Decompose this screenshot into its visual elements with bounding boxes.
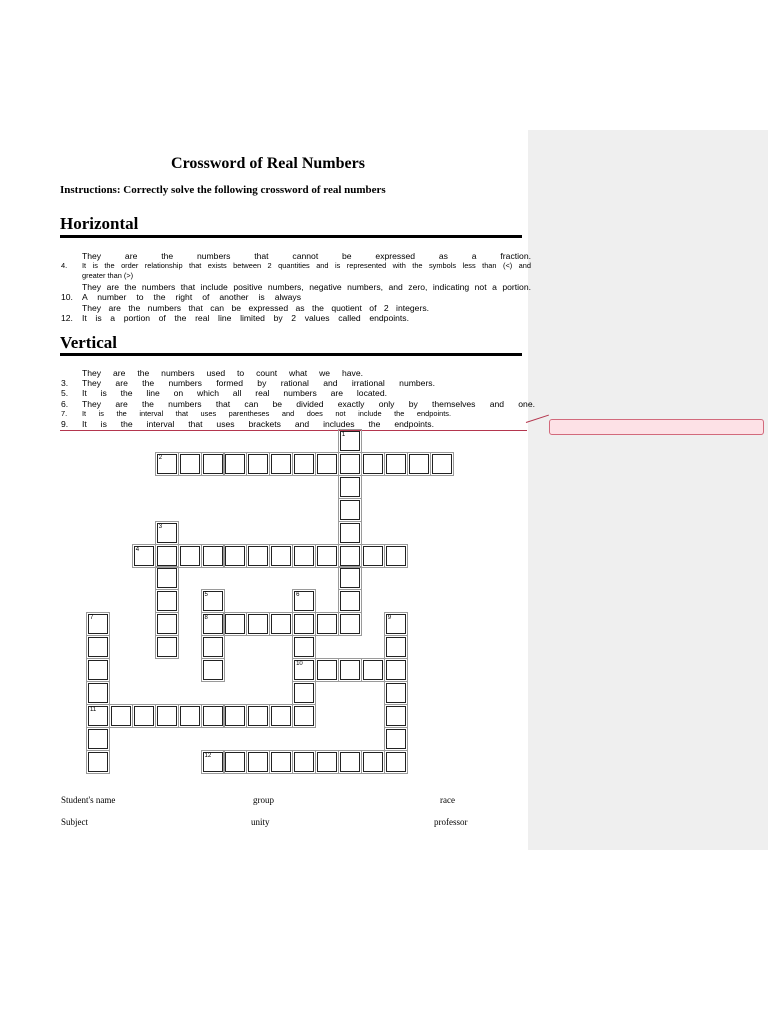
crossword-cell[interactable]	[248, 454, 268, 474]
crossword-cell[interactable]	[88, 706, 108, 726]
crossword-cell[interactable]	[294, 683, 314, 703]
comment-anchor-line	[60, 430, 527, 431]
crossword-cell[interactable]	[248, 706, 268, 726]
cell-number: 9	[387, 615, 392, 622]
horizontal-clue: 12. It is a portion of the real line limited by 2 values called endpoints.	[61, 313, 409, 323]
crossword-cell[interactable]	[203, 752, 223, 772]
crossword-cell[interactable]	[225, 706, 245, 726]
crossword-cell[interactable]	[294, 637, 314, 657]
crossword-cell[interactable]	[248, 752, 268, 772]
crossword-cell[interactable]	[340, 752, 360, 772]
crossword-cell[interactable]	[248, 614, 268, 634]
crossword-cell[interactable]	[386, 729, 406, 749]
crossword-cell[interactable]	[180, 706, 200, 726]
crossword-cell[interactable]	[317, 454, 337, 474]
horizontal-clue: 4. It is the order relationship that exists between 2 quantities and is represented with the symbols less than (<) and greater than (>)	[61, 261, 531, 280]
crossword-cell[interactable]	[340, 591, 360, 611]
comment-pane	[528, 130, 768, 850]
crossword-cell[interactable]	[157, 614, 177, 634]
crossword-cell[interactable]	[363, 546, 383, 566]
crossword-cell[interactable]	[203, 637, 223, 657]
crossword-cell[interactable]	[363, 752, 383, 772]
crossword-cell[interactable]	[340, 477, 360, 497]
crossword-cell[interactable]	[134, 706, 154, 726]
crossword-cell[interactable]	[203, 660, 223, 680]
crossword-cell[interactable]	[271, 706, 291, 726]
crossword-cell[interactable]	[363, 660, 383, 680]
cell-number: 10	[296, 661, 303, 667]
crossword-cell[interactable]	[180, 546, 200, 566]
crossword-cell[interactable]	[225, 454, 245, 474]
crossword-cell[interactable]	[134, 546, 154, 566]
crossword-cell[interactable]	[271, 454, 291, 474]
crossword-cell[interactable]	[157, 706, 177, 726]
crossword-cell[interactable]	[157, 523, 177, 543]
crossword-cell[interactable]	[157, 546, 177, 566]
crossword-cell[interactable]	[248, 546, 268, 566]
crossword-cell[interactable]	[386, 546, 406, 566]
cell-number: 4	[135, 546, 140, 553]
crossword-cell[interactable]	[294, 454, 314, 474]
cell-number: 12	[204, 752, 212, 759]
crossword-cell[interactable]	[88, 729, 108, 749]
race-label: race	[440, 795, 455, 805]
crossword-cell[interactable]	[386, 660, 406, 680]
crossword-cell[interactable]	[225, 614, 245, 634]
horizontal-divider	[60, 235, 522, 238]
cell-number: 6	[296, 592, 300, 599]
crossword-cell[interactable]	[340, 523, 360, 543]
cell-number: 5	[204, 592, 208, 599]
crossword-cell[interactable]	[294, 546, 314, 566]
crossword-cell[interactable]	[340, 454, 360, 474]
crossword-cell[interactable]	[271, 614, 291, 634]
crossword-cell[interactable]	[203, 546, 223, 566]
crossword-cell[interactable]	[88, 637, 108, 657]
crossword-cell[interactable]	[203, 591, 223, 611]
cell-number: 2	[158, 454, 163, 461]
page-title: Crossword of Real Numbers	[171, 155, 365, 172]
horizontal-clue: 10. A number to the right of another is always	[61, 292, 301, 302]
crossword-cell[interactable]	[88, 614, 108, 634]
crossword-cell[interactable]	[340, 546, 360, 566]
group-label: group	[253, 795, 274, 805]
crossword-cell[interactable]	[432, 454, 452, 474]
crossword-cell[interactable]	[386, 637, 406, 657]
crossword-cell[interactable]	[340, 660, 360, 680]
crossword-cell[interactable]	[386, 752, 406, 772]
vertical-clue: They are the numbers used to count what we have.	[82, 368, 363, 378]
horizontal-heading: Horizontal	[60, 214, 139, 233]
horizontal-clue: They are the numbers that can be expressed as the quotient of 2 integers.	[82, 303, 429, 313]
crossword-cell[interactable]	[386, 706, 406, 726]
crossword-cell[interactable]	[317, 752, 337, 772]
crossword-cell[interactable]	[88, 683, 108, 703]
crossword-cell[interactable]	[294, 752, 314, 772]
vertical-clue: 9. It is the interval that uses brackets and includes the endpoints.	[61, 419, 434, 429]
crossword-cell[interactable]	[294, 706, 314, 726]
crossword-cell[interactable]	[386, 454, 406, 474]
cell-number: 7	[90, 615, 94, 622]
crossword-cell[interactable]	[294, 660, 314, 680]
professor-label: professor	[434, 817, 468, 827]
crossword-cell[interactable]	[180, 454, 200, 474]
crossword-cell[interactable]	[386, 683, 406, 703]
crossword-cell[interactable]	[157, 454, 177, 474]
cell-number: 3	[158, 523, 163, 530]
crossword-cell[interactable]	[294, 591, 314, 611]
crossword-cell[interactable]	[88, 660, 108, 680]
crossword-cell[interactable]	[386, 614, 406, 634]
crossword-cell[interactable]	[111, 706, 131, 726]
horizontal-clue: They are the numbers that cannot be expressed as a fraction.	[82, 251, 531, 261]
crossword-cell[interactable]	[409, 454, 429, 474]
crossword-cell[interactable]	[294, 614, 314, 634]
crossword-cell[interactable]	[317, 660, 337, 680]
crossword-cell[interactable]	[340, 568, 360, 588]
vertical-clue: 6. They are the numbers that can be divided exactly only by themselves and one.	[61, 399, 535, 409]
crossword-cell[interactable]	[340, 431, 360, 451]
crossword-cell[interactable]	[203, 614, 223, 634]
subject-label: Subject	[61, 817, 88, 827]
comment-balloon[interactable]	[549, 419, 764, 435]
crossword-cell[interactable]	[271, 546, 291, 566]
crossword-cell[interactable]	[225, 752, 245, 772]
vertical-divider	[60, 353, 522, 356]
crossword-cell[interactable]	[271, 752, 291, 772]
crossword-cell[interactable]	[203, 454, 223, 474]
unity-label: unity	[251, 817, 270, 827]
cell-number: 8	[204, 615, 208, 622]
crossword-cell[interactable]	[225, 546, 245, 566]
horizontal-clue: They are the numbers that include positive numbers, negative numbers, and zero, indicating not a portion.	[82, 282, 531, 292]
crossword-cell[interactable]	[340, 614, 360, 634]
crossword-cell[interactable]	[340, 500, 360, 520]
crossword-cell[interactable]	[157, 568, 177, 588]
cell-number: 1	[341, 432, 346, 438]
crossword-cell[interactable]	[157, 637, 177, 657]
crossword-cell[interactable]	[88, 752, 108, 772]
vertical-heading: Vertical	[60, 333, 117, 352]
vertical-clue: 5. It is the line on which all real numbers are located.	[61, 388, 387, 398]
vertical-clue: 7. It is the interval that uses parentheses and does not include the endpoints.	[61, 409, 451, 418]
vertical-clue: 3. They are the numbers formed by rational and irrational numbers.	[61, 378, 435, 388]
instructions: Instructions: Correctly solve the following crossword of real numbers	[60, 184, 386, 196]
crossword-cell[interactable]	[157, 591, 177, 611]
crossword-cell[interactable]	[203, 706, 223, 726]
crossword-cell[interactable]	[317, 546, 337, 566]
cell-number: 11	[90, 706, 97, 713]
crossword-cell[interactable]	[317, 614, 337, 634]
crossword-cell[interactable]	[363, 454, 383, 474]
student-name-label: Student's name	[61, 795, 116, 805]
